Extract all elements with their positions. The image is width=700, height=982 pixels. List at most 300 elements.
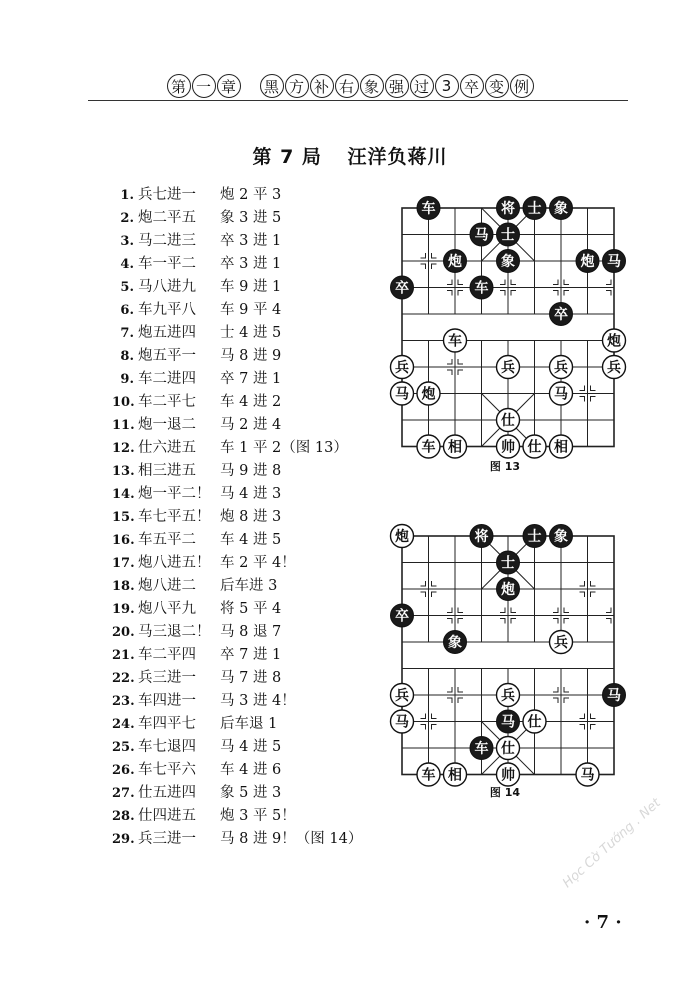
red-move: 仕五进四	[138, 785, 196, 801]
piece-label: 象	[554, 529, 568, 545]
position-marker	[564, 619, 569, 624]
red-move: 车九平八	[138, 302, 196, 318]
black-move: 将 5 平 4	[220, 601, 282, 617]
piece-black	[497, 551, 520, 574]
piece-red	[497, 356, 520, 379]
move-number: 2.	[120, 211, 134, 226]
black-move: 马 3 进 4！	[220, 693, 296, 709]
red-move: 车七平六	[138, 762, 196, 778]
position-marker	[421, 581, 426, 586]
move-row	[112, 598, 382, 621]
position-marker	[432, 714, 437, 719]
red-move: 马三退二！	[138, 624, 211, 640]
header-char: 强	[385, 74, 409, 98]
piece-label: 车	[448, 333, 462, 350]
position-marker	[458, 619, 463, 624]
piece-label: 马	[474, 227, 489, 244]
red-move: 车七退四	[138, 739, 196, 755]
position-marker	[591, 581, 596, 586]
position-marker	[458, 687, 463, 692]
position-marker	[432, 264, 437, 269]
move-number: 5.	[120, 280, 134, 295]
red-move: 仕四进五	[138, 808, 196, 824]
move-row	[112, 414, 382, 437]
piece-label: 相	[448, 439, 462, 456]
black-move: 车 9 进 1	[220, 279, 282, 295]
position-marker	[580, 581, 585, 586]
piece-label: 马	[607, 688, 621, 704]
black-move: 马 9 进 8	[220, 463, 282, 479]
position-marker	[432, 592, 437, 597]
header-char: 过	[410, 74, 434, 98]
move-number: 13.	[112, 464, 135, 479]
position-marker	[564, 280, 569, 285]
piece-label: 兵	[554, 360, 568, 376]
position-marker	[421, 264, 426, 269]
move-number: 10.	[112, 395, 135, 410]
position-marker	[580, 592, 585, 597]
piece-red	[497, 409, 520, 432]
move-row	[112, 368, 382, 391]
red-move: 车一平二	[138, 256, 196, 272]
red-move: 兵三进一	[138, 670, 196, 686]
xiangqi-board	[383, 186, 633, 456]
move-row	[112, 552, 382, 575]
move-row	[112, 736, 382, 759]
red-move: 车二平七	[138, 394, 196, 410]
piece-label: 炮	[580, 254, 595, 270]
piece-black	[550, 197, 573, 220]
header-char: 卒	[460, 74, 484, 98]
position-marker	[500, 280, 505, 285]
move-row	[112, 184, 382, 207]
position-marker	[421, 725, 426, 730]
black-move: 卒 3 进 1	[220, 256, 282, 272]
piece-red	[391, 356, 414, 379]
black-move: 马 7 进 8	[220, 670, 282, 686]
position-marker	[458, 280, 463, 285]
move-number: 24.	[112, 717, 135, 732]
red-move: 马八进九	[138, 279, 196, 295]
piece-label: 马	[607, 254, 621, 270]
piece-black	[444, 250, 467, 273]
piece-label: 炮	[395, 529, 409, 545]
black-move: 后车进 3	[220, 578, 278, 594]
position-marker	[500, 291, 505, 296]
piece-black	[497, 197, 520, 220]
position-marker	[447, 359, 452, 364]
red-move: 车四进一	[138, 693, 196, 709]
position-marker	[432, 581, 437, 586]
header-char: 右	[335, 74, 359, 98]
move-number: 17.	[112, 556, 135, 571]
red-move: 炮二平五	[138, 210, 196, 226]
piece-label: 士	[527, 529, 542, 545]
black-move: 炮 2 平 3	[220, 187, 282, 203]
move-number: 7.	[120, 326, 134, 341]
move-number: 21.	[112, 648, 135, 663]
position-marker	[458, 370, 463, 375]
position-marker	[421, 592, 426, 597]
chapter-header-chars	[166, 74, 534, 98]
header-char: 象	[360, 74, 384, 98]
position-marker	[458, 608, 463, 613]
black-move: 马 4 进 3	[220, 486, 282, 502]
move-row	[112, 782, 382, 805]
piece-black	[576, 250, 599, 273]
red-move: 炮五平一	[138, 348, 196, 364]
piece-label: 兵	[395, 360, 409, 376]
move-number: 26.	[112, 763, 135, 778]
black-move: 马 8 进 9！（图 14）	[220, 831, 363, 847]
piece-label: 仕	[501, 413, 515, 429]
piece-label: 车	[421, 439, 436, 456]
move-number: 6.	[120, 303, 134, 318]
piece-black	[497, 578, 520, 601]
position-marker	[432, 725, 437, 730]
piece-black	[444, 631, 467, 654]
red-move: 兵七进一	[138, 187, 196, 203]
piece-red	[550, 356, 573, 379]
position-marker	[606, 291, 611, 296]
position-marker	[447, 370, 452, 375]
red-move: 炮一退二	[138, 417, 196, 433]
black-move: 马 8 进 9	[220, 348, 282, 364]
move-number: 14.	[112, 487, 135, 502]
move-row	[112, 276, 382, 299]
piece-black	[523, 197, 546, 220]
piece-black	[391, 604, 414, 627]
red-move: 仕六进五	[138, 440, 196, 456]
piece-red	[444, 329, 467, 352]
red-move: 车五平二	[138, 532, 196, 548]
piece-label: 炮	[607, 333, 621, 350]
red-move: 车二进四	[138, 371, 196, 387]
move-row	[112, 690, 382, 713]
piece-red	[417, 382, 440, 405]
position-marker	[432, 253, 437, 258]
move-row	[112, 253, 382, 276]
move-number: 12.	[112, 441, 135, 456]
move-number: 18.	[112, 579, 135, 594]
piece-label: 兵	[501, 688, 515, 704]
piece-black	[470, 737, 493, 760]
move-row	[112, 644, 382, 667]
piece-black	[550, 303, 573, 326]
piece-red	[417, 435, 440, 458]
position-marker	[447, 619, 452, 624]
header-char: 3	[435, 74, 459, 98]
game-number: 第 7 局	[252, 146, 322, 168]
black-move: 马 2 进 4	[220, 417, 282, 433]
move-row	[112, 575, 382, 598]
position-marker	[591, 725, 596, 730]
move-number: 16.	[112, 533, 135, 548]
piece-red	[550, 435, 573, 458]
position-marker	[591, 592, 596, 597]
position-marker	[447, 280, 452, 285]
move-list	[112, 184, 382, 851]
position-marker	[511, 280, 516, 285]
black-move: 卒 7 进 1	[220, 647, 282, 663]
chapter-header	[0, 74, 700, 98]
piece-label: 仕	[501, 741, 515, 757]
piece-red	[603, 329, 626, 352]
piece-red	[497, 684, 520, 707]
red-move: 相三进五	[138, 463, 196, 479]
piece-red	[603, 356, 626, 379]
red-move: 车七平五！	[138, 509, 211, 525]
move-row	[112, 391, 382, 414]
position-marker	[580, 386, 585, 391]
piece-label: 相	[554, 439, 568, 456]
position-marker	[458, 359, 463, 364]
move-number: 11.	[112, 418, 135, 433]
piece-label: 炮	[421, 386, 436, 403]
piece-red	[444, 763, 467, 786]
piece-red	[576, 763, 599, 786]
move-number: 27.	[112, 786, 135, 801]
position-marker	[580, 714, 585, 719]
black-move: 马 4 进 5	[220, 739, 282, 755]
red-move: 炮八平九	[138, 601, 196, 617]
move-row	[112, 828, 382, 851]
move-number: 4.	[120, 257, 134, 272]
black-move: 士 4 进 5	[220, 325, 282, 341]
position-marker	[553, 619, 558, 624]
black-move: 车 4 进 5	[220, 532, 282, 548]
position-marker	[447, 608, 452, 613]
black-move: 车 2 平 4！	[220, 555, 296, 571]
move-row	[112, 506, 382, 529]
piece-red	[391, 710, 414, 733]
piece-label: 马	[395, 714, 409, 731]
move-row	[112, 759, 382, 782]
piece-label: 卒	[395, 280, 409, 297]
move-number: 19.	[112, 602, 135, 617]
move-number: 8.	[120, 349, 134, 364]
move-number: 25.	[112, 740, 135, 755]
position-marker	[511, 608, 516, 613]
header-char: 章	[217, 74, 241, 98]
red-move: 炮五进四	[138, 325, 196, 341]
position-marker	[553, 291, 558, 296]
piece-label: 仕	[527, 439, 542, 456]
piece-black	[470, 223, 493, 246]
position-marker	[511, 291, 516, 296]
piece-black	[550, 525, 573, 548]
piece-red	[391, 382, 414, 405]
board-figure-13	[383, 186, 633, 460]
header-char: 方	[285, 74, 309, 98]
header-char: 一	[192, 74, 216, 98]
header-char: 补	[310, 74, 334, 98]
piece-black	[391, 276, 414, 299]
move-number: 22.	[112, 671, 135, 686]
position-marker	[564, 608, 569, 613]
header-divider	[88, 100, 628, 101]
move-number: 23.	[112, 694, 135, 709]
black-move: 象 3 进 5	[220, 210, 282, 226]
move-row	[112, 345, 382, 368]
game-players: 汪洋负蒋川	[347, 146, 448, 168]
piece-red	[523, 435, 546, 458]
position-marker	[553, 280, 558, 285]
move-row	[112, 322, 382, 345]
position-marker	[553, 698, 558, 703]
piece-label: 士	[501, 555, 515, 572]
header-char: 例	[510, 74, 534, 98]
position-marker	[564, 687, 569, 692]
move-number: 15.	[112, 510, 135, 525]
black-move: 车 1 平 2（图 13）	[220, 440, 348, 456]
black-move: 车 4 进 6	[220, 762, 282, 778]
piece-label: 士	[527, 201, 542, 217]
move-row	[112, 713, 382, 736]
position-marker	[553, 608, 558, 613]
piece-black	[497, 223, 520, 246]
piece-red	[550, 631, 573, 654]
piece-black	[497, 250, 520, 273]
move-row	[112, 437, 382, 460]
piece-black	[470, 276, 493, 299]
piece-red	[391, 684, 414, 707]
piece-label: 帅	[501, 439, 515, 456]
piece-black	[523, 525, 546, 548]
piece-red	[497, 737, 520, 760]
piece-label: 马	[395, 386, 409, 403]
position-marker	[553, 687, 558, 692]
piece-label: 仕	[527, 714, 542, 731]
header-char: 黑	[260, 74, 284, 98]
move-number: 3.	[120, 234, 134, 249]
position-marker	[447, 698, 452, 703]
move-row	[112, 621, 382, 644]
move-number: 20.	[112, 625, 135, 640]
page-number: · 7 ·	[584, 912, 622, 933]
piece-label: 车	[474, 741, 489, 757]
black-move: 后车退 1	[220, 716, 278, 732]
position-marker	[458, 698, 463, 703]
piece-label: 炮	[501, 582, 515, 598]
position-marker	[500, 608, 505, 613]
red-move: 车四平七	[138, 716, 196, 732]
piece-red	[497, 763, 520, 786]
header-gap	[241, 74, 259, 98]
black-move: 象 5 进 3	[220, 785, 282, 801]
position-marker	[591, 714, 596, 719]
piece-label: 帅	[501, 767, 515, 784]
black-move: 炮 8 进 3	[220, 509, 282, 525]
move-row	[112, 230, 382, 253]
position-marker	[500, 619, 505, 624]
position-marker	[447, 291, 452, 296]
move-row	[112, 483, 382, 506]
move-number: 29.	[112, 832, 135, 847]
position-marker	[606, 280, 611, 285]
black-move: 车 9 平 4	[220, 302, 282, 318]
move-number: 28.	[112, 809, 135, 824]
position-marker	[421, 253, 426, 258]
move-number: 1.	[120, 188, 134, 203]
piece-label: 兵	[395, 688, 409, 704]
piece-red	[523, 710, 546, 733]
position-marker	[606, 608, 611, 613]
game-title	[0, 142, 700, 169]
piece-label: 将	[501, 201, 515, 217]
piece-label: 相	[448, 767, 462, 784]
position-marker	[458, 291, 463, 296]
position-marker	[421, 714, 426, 719]
black-move: 炮 3 平 5！	[220, 808, 296, 824]
red-move: 炮一平二！	[138, 486, 211, 502]
red-move: 兵三进一	[138, 831, 196, 847]
piece-red	[444, 435, 467, 458]
move-row	[112, 460, 382, 483]
watermark: Học Cờ Tướng . Net	[560, 795, 664, 892]
board-figure-14	[383, 514, 633, 788]
piece-black	[470, 525, 493, 548]
header-char: 变	[485, 74, 509, 98]
piece-label: 车	[421, 767, 436, 784]
piece-black	[603, 250, 626, 273]
piece-label: 炮	[448, 254, 462, 270]
position-marker	[447, 687, 452, 692]
piece-black	[417, 197, 440, 220]
piece-label: 将	[474, 529, 489, 545]
red-move: 马二进三	[138, 233, 196, 249]
piece-label: 卒	[395, 608, 409, 625]
piece-label: 象	[448, 635, 462, 651]
piece-black	[497, 710, 520, 733]
piece-label: 兵	[607, 360, 621, 376]
move-row	[112, 805, 382, 828]
piece-label: 车	[474, 280, 489, 297]
piece-label: 兵	[554, 635, 568, 651]
black-move: 卒 7 进 1	[220, 371, 282, 387]
position-marker	[591, 386, 596, 391]
black-move: 马 8 退 7	[220, 624, 282, 640]
piece-label: 马	[501, 714, 515, 731]
piece-red	[417, 763, 440, 786]
piece-label: 象	[501, 254, 515, 270]
piece-red	[497, 435, 520, 458]
piece-label: 车	[421, 201, 436, 217]
red-move: 炮八进二	[138, 578, 196, 594]
black-move: 车 4 进 2	[220, 394, 282, 410]
position-marker	[511, 619, 516, 624]
black-move: 卒 3 进 1	[220, 233, 282, 249]
figure-caption-13: 图 13	[489, 460, 521, 473]
red-move: 炮八进五！	[138, 555, 211, 571]
red-move: 车二平四	[138, 647, 196, 663]
piece-red	[391, 525, 414, 548]
piece-label: 兵	[501, 360, 515, 376]
piece-label: 象	[554, 201, 568, 217]
piece-label: 士	[501, 227, 515, 244]
move-row	[112, 299, 382, 322]
position-marker	[606, 619, 611, 624]
figure-caption-14: 图 14	[489, 786, 521, 799]
move-number: 9.	[120, 372, 134, 387]
piece-label: 卒	[554, 307, 568, 323]
position-marker	[591, 397, 596, 402]
move-row	[112, 207, 382, 230]
position-marker	[580, 725, 585, 730]
piece-label: 马	[580, 767, 595, 784]
move-row	[112, 667, 382, 690]
xiangqi-board	[383, 514, 633, 784]
